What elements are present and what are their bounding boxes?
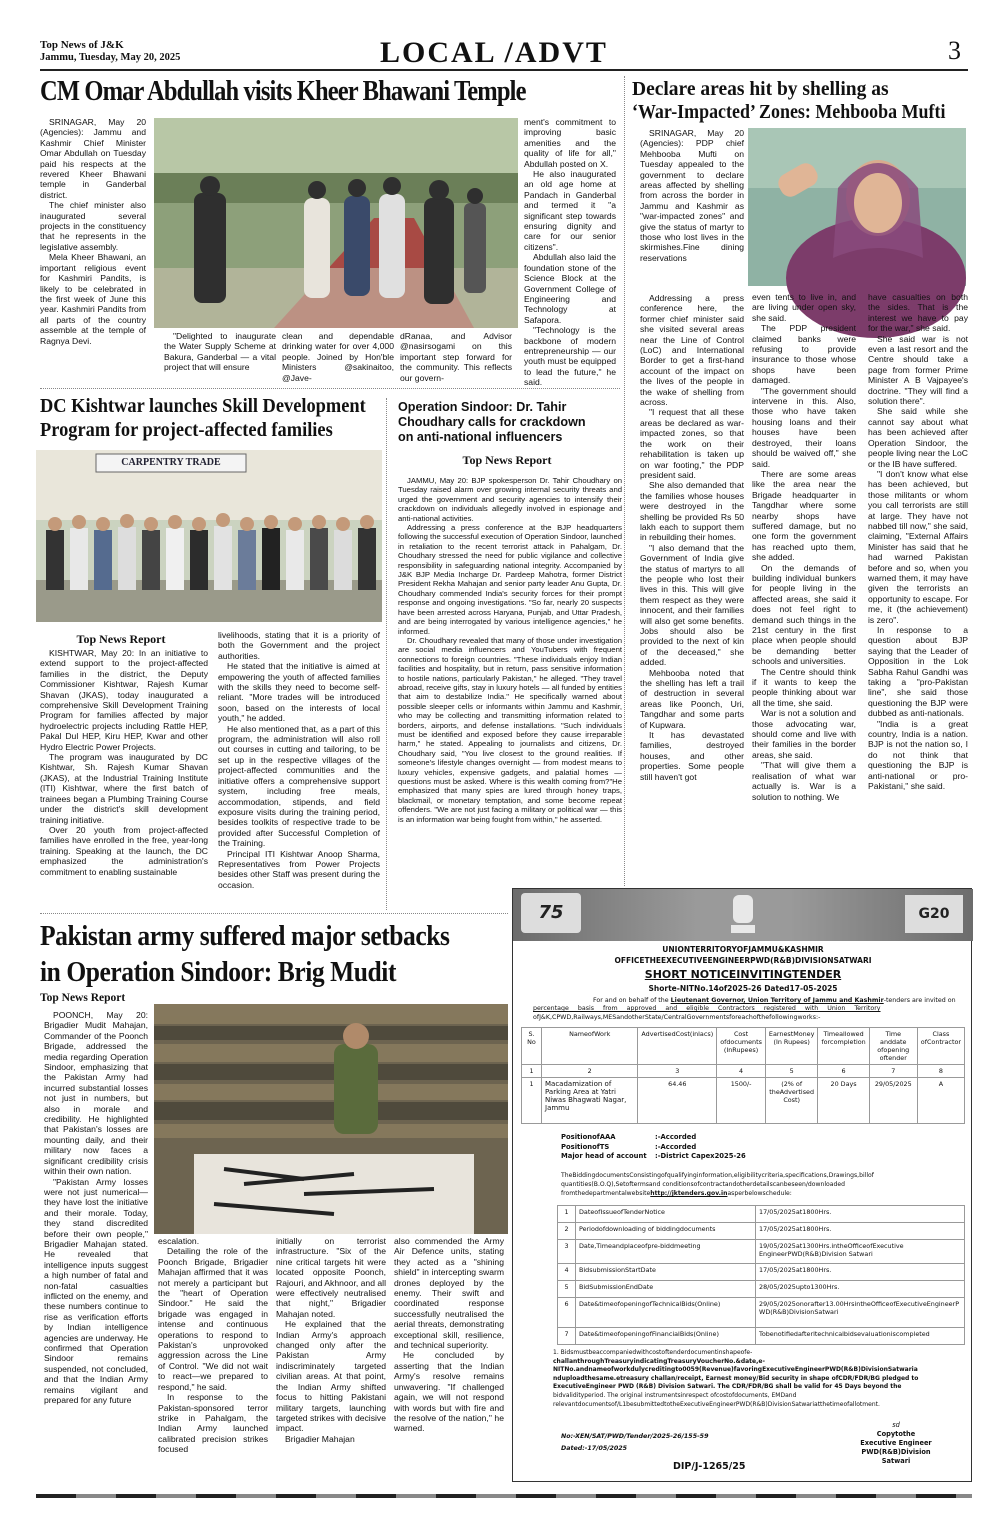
dip-number: DIP/J-1265/25 (673, 1461, 746, 1472)
emblem-icon (727, 893, 759, 937)
byline: Top News Report (76, 632, 166, 646)
section-title: LOCAL /ADVT (380, 36, 608, 69)
headline: Operation Sindoor: Dr. Tahir Choudhary calls for crackdown on anti-national influencers (398, 400, 586, 444)
masthead-rule (40, 69, 968, 71)
photo-cm-visit (154, 118, 518, 328)
dateline: Jammu, Tuesday, May 20, 2025 (40, 52, 181, 63)
article-mehbooba (632, 76, 968, 886)
table-row: 5 BidSubmissionEndDate 28/05/2025upto1300Hrs. (558, 1281, 965, 1298)
article-column-3: initially on terrorist infrastructure. "Six of the nine critical targets hit were located opposite Poonch, Rajouri, and Akhnoor, and all were effectively neutralised that night," Brigadier Mahajan noted. He explained that the Indian Army's approach changed only after the Pakistan Army indiscriminately targeted civilian areas. At that point, the Indian Army shifted focus to hitting Pakistani military targets, launching targeted strikes with decisive impact. Brigadier Mahajan (276, 1236, 386, 1444)
article-column-1: SRINAGAR, May 20 (Agencies): Jammu and Kashmir Chief Minister Omar Abdullah on Tuesday paid his respects at the revered Kheer Bhawani temple in Ganderbal district. The chief minister also inaugurated several projects in the constituency that he represents in the legislative assembly. Mela Kheer Bhawani, an important religious event for Kashmiri Pandits, is likely to be celebrated in the first week of June this year. Kashmiri Pandits from all parts of the country assemble at the temple of Ragnya Devi. (40, 117, 146, 346)
article-dc-kishtwar (36, 394, 382, 912)
tender-header: UNIONTERRITORYOFJAMMU&KASHMIR OFFICETHEEXECUTIVEENGINEERPWD(R&B)DIVISIONSATWARI SHORT NOTICEINVITINGTENDER Shorte-NITNo.14of2025-26 Dated17-05-2025 (513, 945, 973, 993)
headline: Declare areas hit by shelling as ‘War-Impacted’ Zones: Mehbooba Mufti (632, 79, 946, 123)
table-row: 1 Macadamization of Parking Area at Yatri Niwas Bhagwati Nagar, Jammu 64.46 1500/- (2% of theAdvertised Cost) 20 Days 29/05/2025 A (522, 1078, 965, 1124)
paper-name: Top News of J&K (40, 39, 124, 51)
tender-title: SHORT NOTICEINVITINGTENDER (644, 968, 842, 981)
table-row: 4 BidsubmissionStartDate 17/05/2025at1800Hrs. (558, 1264, 965, 1281)
reference-date: Dated:-17/05/2025 (561, 1445, 628, 1452)
table-row: 3 Date,Timeandplaceofpre-biddmeeting 19/05/2025at1300Hrs.intheOfficeofExecutive EngineerPWD(R&B)Division Satwari (558, 1240, 965, 1264)
g20-logo: G20 (905, 895, 963, 933)
article-column-2: livelihoods, stating that it is a priority of both the Government and the project authorities. He stated that the initiative is aimed at empowering the youth of affected families with the skills they need to become self-reliant. "More trades will be introduced soon, based on the interests of local youth," he added. He also mentioned that, as a part of this program, the administration will also roll out courses in cutting and tailoring, to be set up in the respective villages of the project-affected communities and the initiative offers a comprehensive support system, including free meals, accommodation, stipends, and field exposure visits during the training period, besides toolkits of respective trade to be provided after Successful Completion of the Training. Principal ITI Kishtwar Anoop Sharma, Representatives from Power Projects besides other Staff was present during the occasion. (218, 630, 380, 890)
article-column-4: also commended the Army Air Defence units, stating they acted as a "shining shield" in intercepting swarm drones deployed by the enemy. Their swift and coordinated response successfully neutralised the aerial threats, demonstrating exceptional skill, resilience, and technical superiority. He concluded by asserting that the Indian Army's resolve remains unwavering. "If challenged again, we will not respond with words but with fire and the resolve of the nation," he warned. (394, 1236, 504, 1434)
bidding-paragraph: TheBiddingdocumentsConsistingofqualifyinginformation,eligibilitycriteria,specifications,Drawings,billof quantities(B.O.Q),Setoftermsand conditionsofcontractandotherdetailscanbeseen/downloaded fromthedepartmentalwebsitehttp://jktenders.gov.inasperbelowschedule: (561, 1172, 874, 1197)
article-brig-mudit (40, 918, 508, 1482)
article-body: JAMMU, May 20: BJP spokesperson Dr. Tahir Choudhary on Tuesday raised alarm over growing internal security threats and urged the government and security agencies to intensify their crackdown on individuals allegedly involved in espionage and anti-national activities. Addressing a press conference at the BJP headquarters following the successful execution of Operation Sindoor, launched in retaliation to the recent terrorist attack in Pahalgam, Dr. Choudhary stressed the need for public vigilance and collective responsibility in safeguarding national integrity. Accompanied by J&K BJP Media Incharge Dr. Pardeep Mahotra, former District President Rekha Mahajan and senior party leader Anu Gupta, Dr. Choudhary commended India's security forces for their prompt response and ongoing investigations. "So far, nearly 20 suspects have been arrested across Haryana, Punjab, and Uttar Pradesh, and are being interrogated by various intelligence agencies," he informed. Dr. Choudhary revealed that many of those under investigation are social media influencers and YouTubers with frequent connections to foreign countries. "These individuals enjoy Indian facilities and hospitality, but in return, pass sensitive information to hostile nations, particularly Pakistan," he alleged. "They travel abroad, receive gifts, stay in luxury hotels — all funded by entities that aim to destabilize India." He specifically warned about possible sleeper cells or informants within Jammu and Kashmir, who may be collecting and transmitting information related to borders, airports, and defense installations. "Such individuals must be identified and exposed before they cause irreparable harm," he stated. Appealing to journalists and citizens, Dr. Choudhary said, "You live closest to the ground realities. If someone's lifestyle changes overnight — from modest means to luxury vehicles, expensive gadgets, and palatial homes — questions must be asked. Where is this wealth coming from?"He emphasized that many spies are lured through honey traps, blackmail, or monetary temptation, and some become repeat offenders. "We are not just facing a military or political war — this is an information war being fought from within," he asserted. (398, 476, 622, 824)
headline: DC Kishtwar launches Skill Development Program for project-affected families (40, 395, 366, 441)
tender-advertisement (512, 888, 972, 1482)
article-kheer-bhawani (40, 74, 618, 388)
article-column-4: dRanaa, and Advisor @nasirsogami on this important step forward for the community. This reflects our govern- (400, 331, 512, 383)
article-column-2: "Delighted to inaugurate the Water Supply Scheme at Bakura, Ganderbal — a vital project that will ensure (164, 331, 276, 373)
column-divider (386, 398, 387, 910)
position-block: PositionofAAA :-Accorded PositionofTS :-Accorded Major head of account :-District Capex2025-26 (561, 1133, 746, 1160)
article-column-1: KISHTWAR, May 20: In an initiative to extend support to the project-affected families in the district, the Deputy Commissioner Kishtwar, Rajesh Kumar Shavan (JKAS), today inaugurated a comprehensive Skill Development Training Program for families affected by major hydroelectric projects including Rattle HEP, Pakal Dul HEP, Kiru HEP, Kwar and other Hydro Electric Power Projects. The program was inaugurated by DC Kishtwar, Sh. Rajesh Kumar Shavan (JKAS), at the Industrial Training Institute (ITI) Kishtwar, where the first batch of trainees began a Plumbing Training Course under the district's skill development training initiative. Over 20 youth from project-affected families have enrolled in the free, year-long training. Speaking at the launch, the DC emphasized the administration's commitment to enabling sustainable (40, 648, 208, 877)
article-column-3: clean and dependable drinking water for over 4,000 people. Joined by Hon'ble Ministers @sakinaitoo, @Jave- (282, 331, 394, 383)
table-row: 7 Date&timeofopeningofFinancialBids(Online) Tobenotifiedafterltechnicalbidsevaluationiscompleted (558, 1328, 965, 1345)
signature-sd: sd (892, 1421, 900, 1429)
table-row: 6 Date&timeofopeningofTechnicalBids(Online) 29/05/2025onorafter13.00HrsintheOfficeofExecutiveEngineerPWD(R&B)DivisionSatwari (558, 1298, 965, 1328)
article-column-2: even tents to live in, and are living under open sky, she said. The PDP president claimed banks were refusing to provide insurance to those whose shops have been damaged. "The government should intervene in this. Also, those who have taken housing loans and their houses have been destroyed, their loans should be waived off," she said. There are some areas like the area near the Brigade headquarter in Tangdhar where some nearby shops have suffered damage, but no one form the government has reached upto them, she added. On the demands of building individual bunkers for people living in the affected areas, she said it does not feel right to demand such things in the 21st century in the first place when people should be demanding better schools and universities. The Centre should think if it wants to keep the people thinking about war all the time, she said. War is not a solution and those advocating war, should come and live with their families in the border areas, she said. "That will give them a realisation of what war actually is. War is a solution to nothing. We (752, 292, 856, 802)
photo-mehbooba (748, 128, 966, 286)
article-column-1: POONCH, May 20: Brigadier Mudit Mahajan, Commander of the Poonch Brigade, addressed the media regarding Operation Sindoor, emphasizing that the Pakistan Army had incurred substantial losses not just in numbers, but also in morale and credibility. He highlighted that Pakistan's losses are mounting daily, and their military now faces a significant credibility crisis within their own nation. "Pakistan Army losses were not just numerical—they have lost the initiative and their morale. Today, they stand discredited before their own people," Brigadier Mahajan stated. He revealed that intelligence inputs suggest a high number of fatal and non-fatal casualties inflicted on the enemy, and these numbers continue to rise as verification efforts by Indian intelligence agencies are underway. He confirmed that Operation Sindoor remains suspended, not concluded, and that the Indian Army remains vigilant and prepared for any future (44, 1010, 148, 1406)
section-divider (40, 913, 508, 914)
tender-banner (513, 889, 973, 941)
schedule-table (557, 1205, 965, 1345)
byline: Top News Report (462, 453, 552, 467)
works-table: S. No NameofWork AdvertisedCost(inlacs) Cost ofdocuments (InRupees) EarnestMoney (In Rupees) Timeallowed forcompletion Time anddate ofopening oftender Class ofContractor 1 2 3 4 5 6 7 8 1 Macadamization of Parking Area at Yatri Niwas Bhagwati Nagar, Jammu 64.46 1500/- (2% of theAdvertised Cost) 20 Days 29/05/2025 A (521, 1027, 965, 1124)
headline: Pakistan army suffered major setbacks in Operation Sindoor: Brig Mudit (40, 920, 450, 988)
tender-website-link[interactable]: http://jktenders.gov.in (650, 1190, 728, 1197)
article-column-5: ment's commitment to improving basic amenities and the quality of life for all," Abdullah posted on X. He also inaugurated an old age home at Pandach in Ganderbal and termed it "a significant step towards ensuring dignity and care for our senior citizens". Abdullah also laid the foundation stone of the Science Block at the Government College of Engineering and Technology at Safapora. "Technology is the backbone of modern entrepreneurship — our youth must be equipped to lead the future," he said. (524, 117, 616, 388)
photo-skill-program (36, 450, 382, 622)
byline: Top News Report (40, 992, 126, 1004)
table-row: 1 DateofIssueofTenderNotice 17/05/2025at1800Hrs. (558, 1206, 965, 1223)
article-column-1-top: SRINAGAR, May 20 (Agencies): PDP chief Mehbooba Mufti on Tuesday appealed to the government to declare areas affected by shelling from across the border in Jammu and Kashmir as "war-impacted zones" and give the status of martyr to those who lost lives in the skirmishes.Fine dining reservations (640, 128, 744, 263)
article-column-3: have casualties on both the sides. That is the interest we have to pay for the war," she said. She said war is not even a last resort and the Centre should take a page from former Prime Minister A B Vajpayee's doctrine. "They will find a solution there". She said while she cannot say about what has been achieved after Operation Sindoor, the people living near the LoC or the IB have suffered. "I don't know what else has been achieved, but those militants or whom you call terrorists are still at large. They have not nabbed till now," she said, claiming, "External Affairs Minister has said that he had warned Pakistan before and so, when you warned them, it may have given the terrorists an opportunity to escape. For me, it (the achievement) is zero". In response to a question about BJP saying that the Leader of Opposition in the Lok Sabha Rahul Gandhi was taking a "pro-Pakistan line", she said those questioning the BJP were dubbed as anti-nationals. "India is a great country, India is a nation. BJP is not the nation so, I do not think that questioning the BJP is anti-national or pro-Pakistani," she said. (868, 292, 968, 792)
photo-sign: CARPENTRY TRADE (121, 457, 221, 468)
page-number: 3 (948, 36, 961, 65)
article-tahir-choudhary (396, 398, 622, 910)
masthead (0, 0, 1008, 72)
article-column-1: Addressing a press conference here, the former chief minister said she visited several areas near the Line of Control (LoC) and International Border to get a first-hand account of the impact on the lives of the people in the wake of shelling from across. "I request that all these areas be declared as war-impacted zones, so that the work on their rehabilitation is taken up on war footing," the PDP president said. She also demanded that the families whose houses were destroyed in the shelling be provided Rs 50 lakh each to support them in rebuilding their homes. "I also demand that the Government of India give the status of martyrs to all the people who lost their lives in this. This will give them respect as they were innocent, and their families will also get some benefits. Jobs should also be provided to the next of kin of the deceased," she added. Mehbooba noted that the shelling has left a trail of destruction in several areas like Poonch, Uri, Tangdhar and some parts of Kupwara. It has devastated families, destroyed houses, and other properties. Some people still haven't got (640, 293, 744, 782)
tender-notes: 1. Bidsmustbeaccompaniedwithcostoftenderdocumentinshapeofe- challanthroughTreasuryindicatingTreasuryVoucherNo.&date,e- NITNo.andnameofworkdulycreditingto0059(Revenue)favoringExecutiveEngineerPWD(R&B)DivisionSatwaria nduploadthesame.etreasury challan/receipt, Earnest money/Bid security in shape ofCDR/FDR/BG pledged to ExecutiveEngineer PWD (R&B) Division Satwari. The CDR/FDR/BG shall be valid for 45 Days beyond the bidvalidityperiod. The original instrumentsinrespect ofcostofdocuments, EMDand relevantdocumentsof/L1besubmittedtotheExecutiveEngineerPWD(R&B)DivisionSatwariatthetimeofallotment. (553, 1349, 919, 1408)
footer-rule (36, 1494, 972, 1498)
headline: CM Omar Abdullah visits Kheer Bhawani Temple (40, 76, 526, 107)
photo-brigadier (154, 1004, 508, 1234)
table-row: 2 Periodofdownloading of biddingdocuments 17/05/2025at1800Hrs. (558, 1223, 965, 1240)
azadi-logo: 75 (521, 893, 581, 933)
reference-number: No:-XEN/SAT/PWD/Tender/2025-26/155-59 (561, 1433, 709, 1440)
tender-intro: For and on behalf of the Lieutenant Governor, Union Territory of Jammu and Kashmir-tenders are invited on percentage basis from approved and eligible Contractors registered with Union Territory ofJ&K,CPWD,Railways,MESandotherState/CentralGovernmentsforeachofthefollowingworks:- (533, 997, 956, 1021)
column-divider (624, 76, 625, 886)
article-column-2: escalation. Detailing the role of the Poonch Brigade, Brigadier Mahajan affirmed that it was not merely a participant but the "heart of Operation Sindoor." He said the brigade was engaged in intense and continuous operations to respond to Pakistan's unprovoked aggression across the Line of Control. "We did not wait to react—we prepared to respond," he said. In response to the Pakistan-sponsored terror strike in Pahalgam, the Indian Army launched calibrated precision strikes focused (158, 1236, 268, 1455)
signature-block: sd Copytothe Executive Engineer PWD(R&B)Division Satwari (831, 1421, 961, 1466)
section-divider (40, 388, 620, 389)
